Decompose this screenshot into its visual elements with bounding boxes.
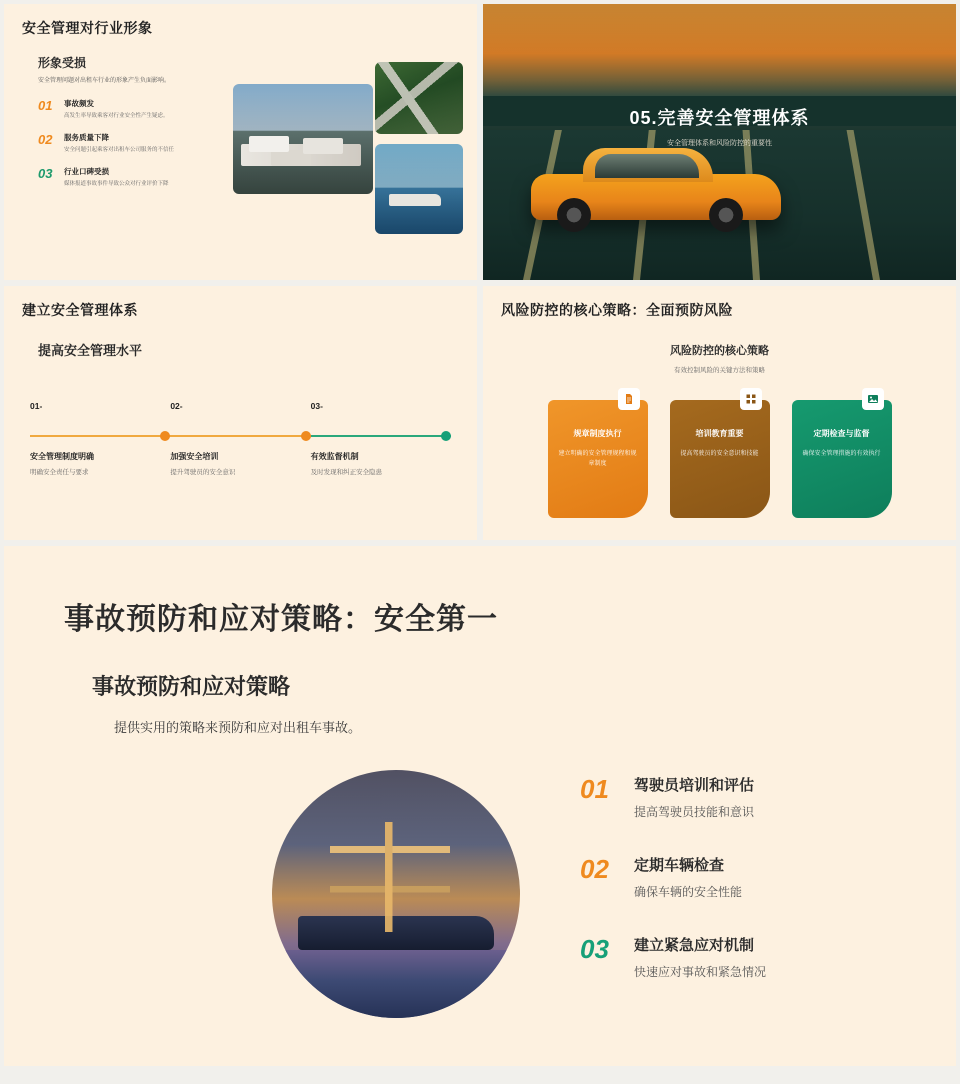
step-dot	[301, 431, 311, 441]
slide1-image-group	[233, 62, 463, 252]
list-item	[670, 400, 770, 518]
list-item	[170, 401, 310, 476]
slide5-item-list	[580, 774, 766, 1014]
item-number: 02	[580, 854, 609, 884]
highway-photo	[375, 62, 463, 134]
slide-risk-strategies	[483, 286, 956, 540]
item-number: 03	[38, 166, 53, 181]
city-skyline-image	[483, 4, 956, 100]
item-desc: 高发生率导致乘客对行业安全性产生疑虑。	[64, 113, 169, 119]
step-label: 03-	[310, 401, 323, 411]
item-heading: 服务质量下降	[64, 133, 109, 142]
image-icon	[862, 388, 884, 410]
truck-photo	[233, 84, 373, 194]
slide1-subtitle: 形象受损	[38, 56, 87, 70]
item-heading: 定期车辆检查	[634, 857, 725, 874]
step-dot	[441, 431, 451, 441]
item-number: 03	[580, 934, 609, 964]
step-label: 01-	[30, 401, 43, 411]
lot-stripe	[847, 130, 880, 280]
taxi-car-image	[531, 148, 781, 234]
card-heading: 培训教育重要	[695, 429, 744, 438]
step-label: 02-	[170, 401, 183, 411]
slide4-center-title: 风险防控的核心策略	[670, 345, 769, 357]
list-item	[580, 774, 766, 820]
deck-row-2	[4, 286, 956, 540]
deck-row-1	[4, 4, 956, 280]
list-item	[548, 400, 648, 518]
card-desc: 提高驾驶员的安全意识和技能	[680, 451, 759, 457]
card-heading: 定期检查与监督	[813, 429, 870, 438]
cover-heading-group	[483, 104, 956, 148]
item-desc: 快速应对事故和紧急情况	[634, 965, 767, 979]
port-crane-photo	[272, 770, 520, 1018]
slide3-subtitle: 提高安全管理水平	[38, 343, 143, 358]
item-desc: 提高驾驶员技能和意识	[634, 805, 755, 819]
item-desc: 确保车辆的安全性能	[634, 885, 743, 899]
card-heading: 规章制度执行	[573, 429, 622, 438]
list-item	[311, 401, 451, 476]
item-number: 01	[38, 98, 53, 113]
item-desc: 安全问题引起乘客对出租车公司服务的不信任	[64, 147, 175, 153]
step-dot	[160, 431, 170, 441]
step-heading: 有效监督机制	[310, 452, 359, 461]
step-desc: 明确安全责任与要求	[30, 469, 89, 476]
list-item	[580, 934, 766, 980]
slide1-sub-desc: 安全管理问题对出租车行业的形象产生负面影响。	[38, 78, 171, 84]
slide2-subtitle: 安全管理体系和风险防控的重要性	[667, 140, 772, 147]
slide3-step-list	[30, 401, 451, 476]
item-heading: 驾驶员培训和评估	[634, 777, 755, 794]
ship-photo	[375, 144, 463, 234]
slide5-subtitle: 事故预防和应对策略	[92, 674, 291, 699]
slide4-center-desc: 有效控制风险的关键方法和策略	[674, 367, 765, 374]
step-desc: 提升驾驶员的安全意识	[170, 469, 236, 476]
slide-industry-image	[4, 4, 477, 280]
document-icon	[618, 388, 640, 410]
slide5-lead: 提供实用的策略来预防和应对出租车事故。	[114, 720, 362, 735]
list-item	[580, 854, 766, 900]
list-item	[792, 400, 892, 518]
item-number: 02	[38, 132, 53, 147]
step-desc: 及时发现和纠正安全隐患	[310, 469, 383, 476]
list-item	[30, 401, 170, 476]
slide5-title: 事故预防和应对策略：安全第一	[64, 603, 498, 636]
item-heading: 建立紧急应对机制	[634, 937, 755, 954]
step-heading: 安全管理制度明确	[30, 452, 94, 461]
slide-management-system	[4, 286, 477, 540]
slide3-title: 建立安全管理体系	[22, 302, 138, 318]
slide4-title: 风险防控的核心策略：全面预防风险	[501, 302, 733, 318]
item-heading: 行业口碑受损	[64, 167, 109, 176]
slide5-body	[4, 770, 956, 1018]
grid-icon	[740, 388, 762, 410]
slide2-title: 05.完善安全管理体系	[629, 108, 810, 128]
step-heading: 加强安全培训	[170, 452, 219, 461]
slide-accident-prevention	[4, 546, 956, 1066]
slide1-title: 安全管理对行业形象	[22, 20, 153, 36]
slide-section-cover	[483, 4, 956, 280]
item-number: 01	[580, 774, 609, 804]
card-desc: 建立明确的安全管理规程和规章制度	[558, 451, 637, 468]
item-desc: 媒体报道事故事件导致公众对行业评价下降	[64, 181, 169, 187]
item-heading: 事故频发	[64, 99, 94, 108]
slide4-card-list	[483, 400, 956, 518]
card-desc: 确保安全管理措施的有效执行	[802, 451, 881, 457]
